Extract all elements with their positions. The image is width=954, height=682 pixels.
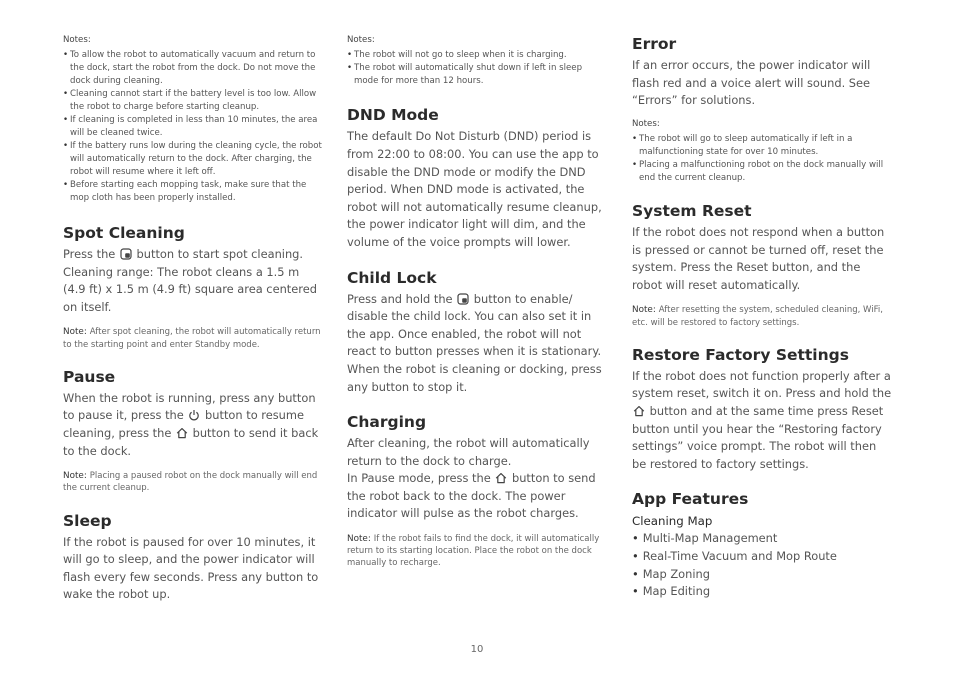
child-lock-heading: Child Lock bbox=[347, 268, 437, 287]
page-number: 10 bbox=[470, 644, 484, 655]
sleep-body: If the robot is paused for over 10 minutes, it will go to sleep, and the power indicator will flash every few seconds. Press any button to wake the robot up. bbox=[63, 534, 319, 602]
charging-body: After cleaning, the robot will automatically return to the dock to charge. In Pause mode, press the button to send the robot back to the dock. The power indicator will pulse as the robot charges. bbox=[347, 436, 596, 521]
child-lock-body: Press and hold the button to enable/ disable the child lock. You can also set it in the app. Once enabled, the robot will not react to button presses when it is stationary. When the robot is cleaning or docking, press any button to stop it. bbox=[347, 291, 602, 394]
column-2 bbox=[347, 34, 609, 570]
note-item: • If the battery runs low during the cleaning cycle, the robot will automatically return to the dock. After charging, the robot will resume where it left off. bbox=[63, 140, 325, 178]
charging-note: Note: If the robot fails to find the dock, it will automatically return to its starting location. Place the robot on the dock manually to recharge. bbox=[347, 534, 600, 569]
feature-item: • Map Zoning bbox=[632, 566, 894, 584]
factory-reset-body: If the robot does not function properly after a system reset, switch it on. Press and hold the button and at the same time press Reset button until you hear the “Restoring factory settings” voice prompt. The robot will then be restored to factory settings. bbox=[632, 368, 892, 471]
feature-item: • Real-Time Vacuum and Mop Route bbox=[632, 548, 894, 566]
factory-reset-heading: Restore Factory Settings bbox=[632, 345, 849, 364]
pause-heading: Pause bbox=[63, 367, 116, 386]
spot-cleaning-heading: Spot Cleaning bbox=[63, 224, 185, 243]
app-features-heading: App Features bbox=[632, 490, 749, 509]
note-item: • If cleaning is completed in less than 10 minutes, the area will be cleaned twice. bbox=[63, 114, 325, 140]
system-reset-heading: System Reset bbox=[632, 201, 752, 220]
spot-clean-icon bbox=[457, 293, 469, 305]
spot-clean-icon bbox=[120, 248, 132, 260]
note-item: • Placing a malfunctioning robot on the dock manually will end the current cleanup. bbox=[632, 159, 894, 185]
notes-label: Notes: bbox=[347, 35, 375, 45]
feature-item: • Multi-Map Management bbox=[632, 530, 894, 548]
dnd-mode-body: The default Do Not Disturb (DND) period is from 22:00 to 08:00. You can use the app to disable the DND mode or modify the DND period. When DND mode is activated, the robot will not automatically resume cleanup, the power indicator light will dim, and the volume of the voice prompts will lower. bbox=[347, 129, 602, 249]
column-3 bbox=[632, 34, 894, 601]
note-item: • Before starting each mopping task, make sure that the mop cloth has been properly installed. bbox=[63, 179, 325, 205]
feature-list bbox=[632, 530, 894, 600]
home-icon bbox=[495, 472, 507, 484]
notes-label: Notes: bbox=[63, 35, 91, 45]
spot-cleaning-body: Press the button to start spot cleaning. Cleaning range: The robot cleans a 1.5 m (4.9 ft) x 1.5 m (4.9 ft) square area centered on itself. bbox=[63, 247, 317, 314]
home-icon bbox=[176, 427, 188, 439]
error-body: If an error occurs, the power indicator will flash red and a voice alert will sound. See “Errors” for solutions. bbox=[632, 58, 871, 108]
dnd-mode-heading: DND Mode bbox=[347, 106, 439, 125]
note-item: • To allow the robot to automatically vacuum and return to the dock, start the robot from the dock. Do not move the dock during cleaning. bbox=[63, 49, 325, 87]
pause-body: When the robot is running, press any button to pause it, press the button to resume cleaning, press the button to send it back to the dock. bbox=[63, 390, 319, 458]
system-reset-note: Note: After resetting the system, scheduled cleaning, WiFi, etc. will be restored to factory settings. bbox=[632, 305, 883, 328]
cleaning-map-subheading: Cleaning Map bbox=[632, 514, 713, 529]
notes-list bbox=[347, 49, 609, 88]
home-icon bbox=[633, 405, 645, 417]
pause-note: Note: Placing a paused robot on the dock manually will end the current cleanup. bbox=[63, 471, 318, 494]
feature-item: • Map Editing bbox=[632, 583, 894, 601]
note-item: • The robot will go to sleep automatically if left in a malfunctioning state for over 10 minutes. bbox=[632, 133, 894, 159]
notes-list bbox=[632, 133, 894, 185]
notes-list bbox=[63, 49, 325, 205]
error-heading: Error bbox=[632, 35, 677, 53]
note-item: • Cleaning cannot start if the battery level is too low. Allow the robot to charge before starting cleanup. bbox=[63, 88, 325, 114]
power-icon bbox=[188, 409, 200, 421]
sleep-heading: Sleep bbox=[63, 511, 112, 530]
notes-label: Notes: bbox=[632, 118, 660, 129]
system-reset-body: If the robot does not respond when a button is pressed or cannot be turned off, reset the system. Press the Reset button, and the robot will reset automatically. bbox=[632, 224, 885, 292]
charging-heading: Charging bbox=[347, 413, 427, 432]
note-item: • The robot will automatically shut down if left in sleep mode for more than 12 hours. bbox=[347, 62, 609, 88]
spot-cleaning-note: Note: After spot cleaning, the robot will automatically return to the starting point and enter Standby mode. bbox=[63, 327, 321, 350]
column-1 bbox=[63, 34, 325, 604]
note-item: • The robot will not go to sleep when it is charging. bbox=[347, 49, 609, 62]
